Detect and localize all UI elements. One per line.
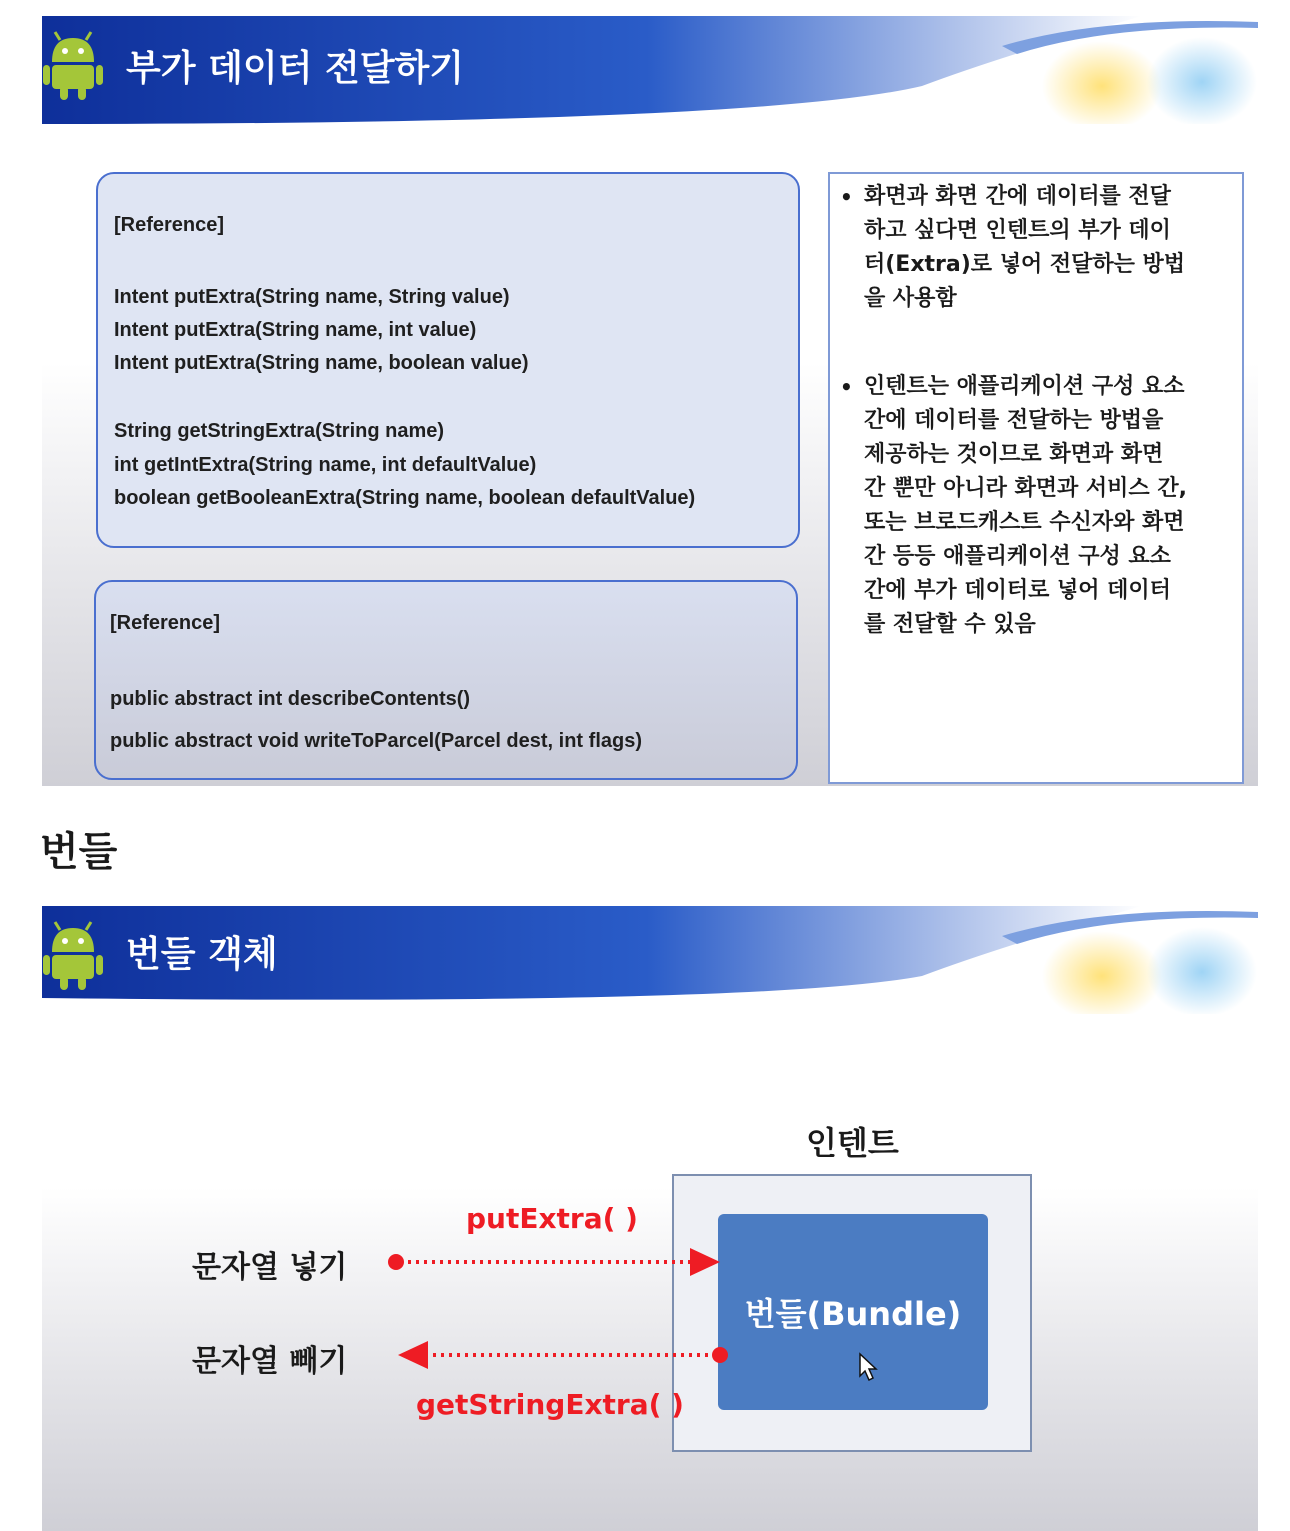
note-item — [840, 370, 1234, 642]
get-arrow — [398, 1341, 728, 1369]
note-line: 간에 부가 데이터로 넣어 데이터 — [864, 578, 1171, 603]
reference-line: boolean getBooleanExtra(String name, boolean defaultValue) — [114, 487, 696, 509]
section-heading: 번들 — [40, 829, 118, 875]
note-line: 터(Extra)로 넣어 전달하는 방법 — [864, 252, 1186, 277]
slide-bundle-object — [42, 906, 1258, 1531]
note-line: 인텐트는 애플리케이션 구성 요소 — [864, 374, 1185, 399]
bullet: • — [840, 185, 853, 209]
note-item — [840, 180, 1234, 316]
slide-title: 부가 데이터 전달하기 — [126, 48, 465, 89]
reference-line: Intent putExtra(String name, String value) — [114, 286, 510, 308]
get-label: 문자열 빼기 — [192, 1344, 348, 1379]
put-label: 문자열 넣기 — [192, 1250, 348, 1285]
note-line: 간 뿐만 아니라 화면과 서비스 간, — [864, 476, 1187, 501]
reference-line: String getStringExtra(String name) — [114, 420, 445, 442]
note-line: 제공하는 것이므로 화면과 화면 — [864, 442, 1164, 467]
get-method-label: getStringExtra( ) — [416, 1388, 684, 1421]
note-line: 또는 브로드캐스트 수신자와 화면 — [864, 510, 1185, 535]
slide-extra-data — [42, 16, 1258, 786]
reference-box-intent-methods — [96, 172, 800, 548]
note-line: 하고 싶다면 인텐트의 부가 데이 — [864, 218, 1171, 243]
reference-line: public abstract int describeContents() — [110, 688, 471, 710]
reference-line: Intent putExtra(String name, int value) — [114, 319, 477, 341]
reference-label: [Reference] — [114, 214, 225, 236]
reference-line: public abstract void writeToParcel(Parcel dest, int flags) — [110, 730, 642, 752]
note-line: 를 전달할 수 있음 — [864, 612, 1036, 637]
reference-line: Intent putExtra(String name, boolean value) — [114, 352, 529, 374]
note-line: 간 등등 애플리케이션 구성 요소 — [864, 544, 1171, 569]
slide-title: 번들 객체 — [126, 934, 278, 975]
note-line: 간에 데이터를 전달하는 방법을 — [864, 408, 1164, 433]
android-icon — [42, 30, 104, 102]
bullet: • — [840, 375, 853, 399]
bundle-label: 번들(Bundle) — [744, 1295, 962, 1333]
reference-label: [Reference] — [110, 612, 221, 634]
cursor-icon — [860, 1354, 876, 1380]
arrows-layer — [42, 906, 1258, 1531]
note-line: 을 사용함 — [864, 286, 957, 311]
put-method-label: putExtra( ) — [466, 1202, 638, 1235]
notes-box — [828, 172, 1244, 784]
intent-label: 인텐트 — [806, 1124, 899, 1162]
reference-line: int getIntExtra(String name, int defaultValue) — [114, 454, 537, 476]
note-line: 화면과 화면 간에 데이터를 전달 — [864, 184, 1171, 209]
reference-box-parcelable-methods — [94, 580, 798, 780]
put-arrow — [388, 1248, 720, 1276]
